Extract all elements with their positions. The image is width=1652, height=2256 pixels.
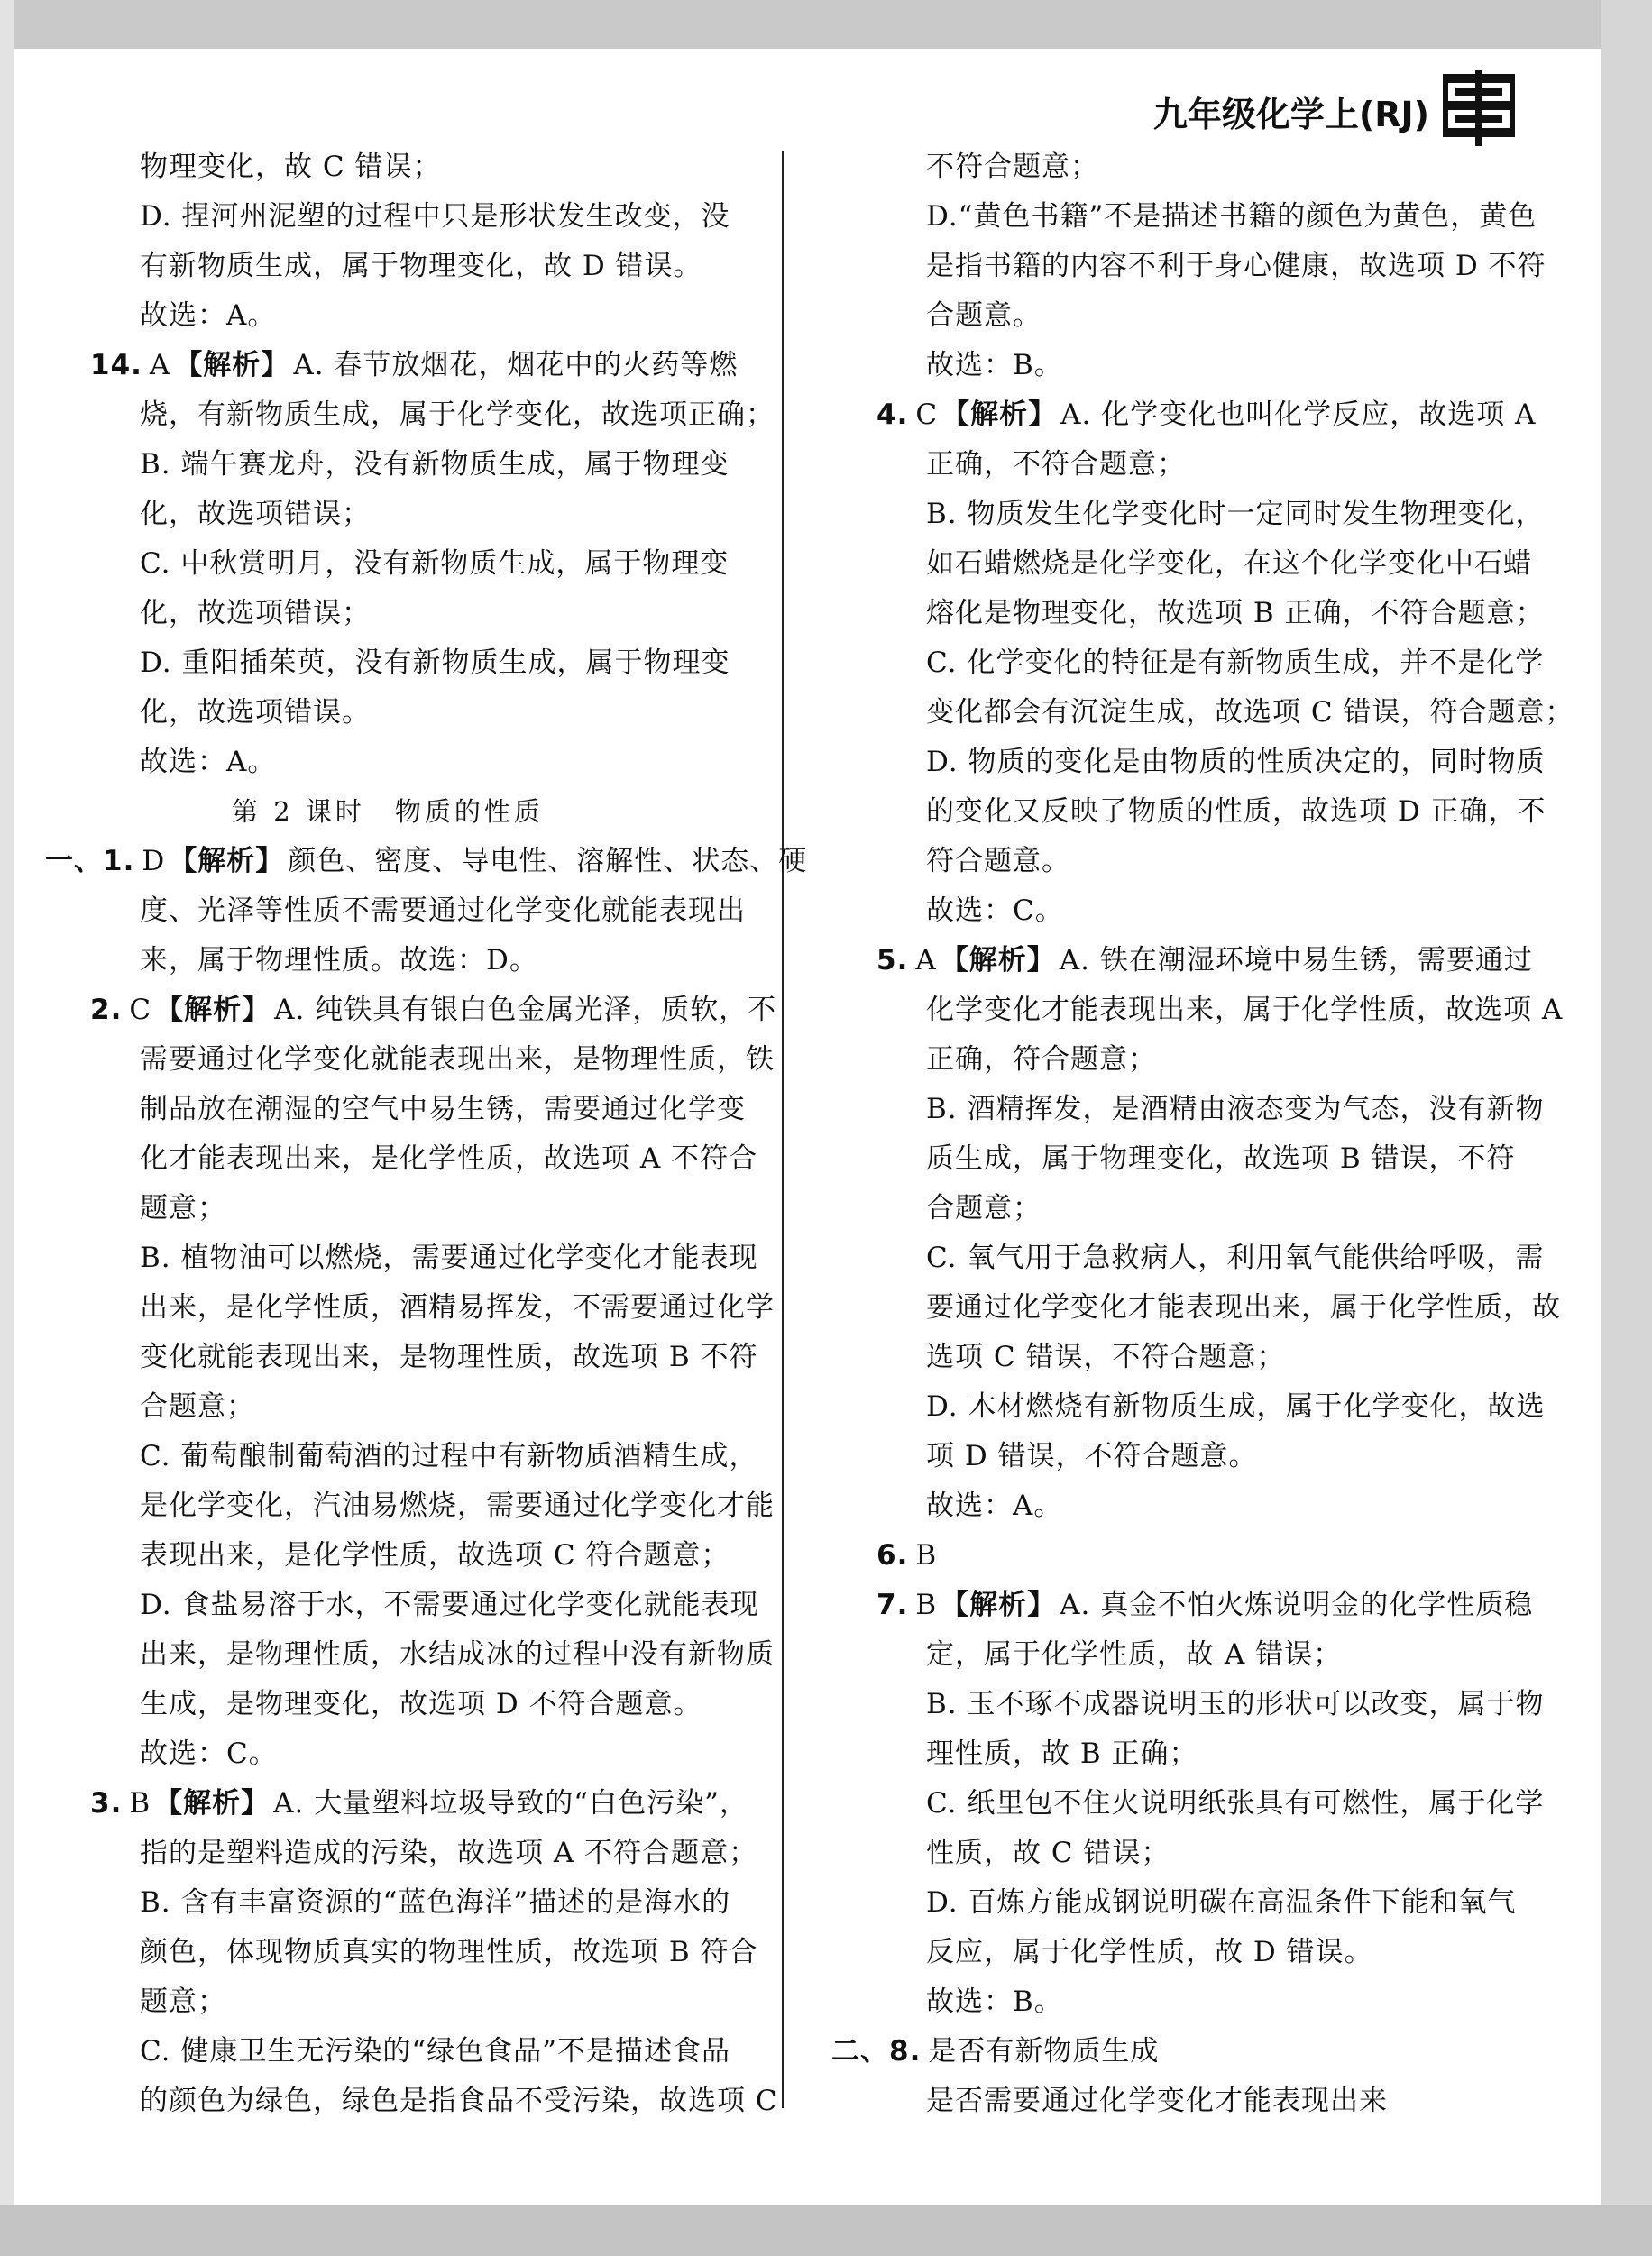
answer-line <box>822 2027 1526 2077</box>
scan-border-right <box>1601 0 1652 2256</box>
answer-text: A. 大量塑料垃圾导致的“白色污染”， <box>273 1787 748 1820</box>
text-line: 熔化是物理变化，故选项 B 正确，不符合题意； <box>926 597 1545 629</box>
text-line: 化才能表现出来，是化学性质，故选项 A 不符合 <box>140 1142 758 1175</box>
text-line: 故选：B。 <box>926 1985 1063 2018</box>
question-number: 7. <box>876 1589 909 1621</box>
question-number: 4. <box>876 399 909 431</box>
text-line: D. 捏河州泥塑的过程中只是形状发生改变，没 <box>140 200 730 233</box>
text-line: C. 健康卫生无污染的“绿色食品”不是描述食品 <box>140 2035 731 2068</box>
text-line: B. 物质发生化学变化时一定同时发生物理变化， <box>926 498 1545 530</box>
text-line: 度、光泽等性质不需要通过化学变化就能表现出 <box>140 894 746 927</box>
question-number: 二、8. <box>831 2035 922 2068</box>
column-divider <box>782 151 784 2108</box>
left-column <box>36 142 808 2126</box>
question-number: 6. <box>876 1539 909 1572</box>
text-line: 题意； <box>140 1985 226 2018</box>
question-number: 14. <box>90 349 142 381</box>
analysis-tag: 【解析】 <box>941 399 1058 431</box>
text-line: 烧，有新物质生成，属于化学变化，故选项正确； <box>140 399 775 431</box>
text-line: D. 木材燃烧有新物质生成，属于化学变化，故选 <box>926 1390 1546 1423</box>
analysis-tag: 【解析】 <box>174 349 290 381</box>
analysis-tag: 【解析】 <box>169 845 285 877</box>
text-line: 性质，故 C 错误； <box>926 1837 1170 1869</box>
answer-choice: B <box>915 1589 938 1621</box>
text-line: 故选：C。 <box>926 894 1064 927</box>
text-line: 化，故选项错误； <box>140 498 371 530</box>
text-line: 不符合题意； <box>926 151 1099 183</box>
text-line: 来，属于物理性质。故选：D。 <box>140 944 538 977</box>
text-line: C. 葡萄酿制葡萄酒的过程中有新物质酒精生成， <box>140 1440 758 1472</box>
text-line: D.“黄色书籍”不是描述书籍的颜色为黄色，黄色 <box>926 200 1537 233</box>
text-line: D. 食盐易溶于水，不需要通过化学变化就能表现 <box>140 1589 759 1621</box>
analysis-tag: 【解析】 <box>154 1787 271 1820</box>
answer-choice: A <box>915 944 937 977</box>
text-line: 合题意； <box>140 1390 255 1423</box>
answer-line <box>822 936 1533 986</box>
question-number: 一、1. <box>45 845 135 877</box>
answer-text: A. 铁在潮湿环境中易生锈，需要通过 <box>1059 944 1533 977</box>
text-line: D. 重阳插茱萸，没有新物质生成，属于物理变 <box>140 647 730 679</box>
text-line: 化，故选项错误。 <box>140 696 371 729</box>
analysis-tag: 【解析】 <box>155 994 271 1026</box>
text-line: 有新物质生成，属于物理变化，故 D 错误。 <box>140 250 702 282</box>
text-line: 正确，符合题意； <box>926 1043 1157 1076</box>
answer-choice: B <box>129 1787 151 1820</box>
text-line: 项 D 错误，不符合题意。 <box>926 1440 1258 1472</box>
text-line: 定，属于化学性质，故 A 错误； <box>926 1638 1343 1671</box>
text-line: 故选：A。 <box>140 746 277 778</box>
answer-choice: 是否有新物质生成 <box>928 2035 1160 2068</box>
text-line: 变化就能表现出来，是物理性质，故选项 B 不符 <box>140 1341 758 1373</box>
text-line: B. 端午赛龙舟，没有新物质生成，属于物理变 <box>140 448 730 481</box>
text-line: D. 物质的变化是由物质的性质决定的，同时物质 <box>926 746 1546 778</box>
answer-text: A. 春节放烟花，烟花中的火药等燃 <box>293 349 739 381</box>
question-number: 3. <box>90 1787 123 1820</box>
answer-line <box>36 837 808 886</box>
text-line: 变化都会有沉淀生成，故选项 C 错误，符合题意； <box>926 696 1574 729</box>
answer-line <box>36 341 739 390</box>
text-line: 合题意。 <box>926 299 1042 332</box>
question-number: 2. <box>90 994 123 1026</box>
answer-line <box>36 1779 748 1829</box>
text-line: 出来，是物理性质，水结成冰的过程中没有新物质 <box>140 1638 775 1671</box>
answer-choice: B <box>915 1539 938 1572</box>
text-line: D. 百炼方能成钢说明碳在高温条件下能和氧气 <box>926 1886 1517 1919</box>
answer-text: A. 真金不怕火炼说明金的化学性质稳 <box>1060 1589 1534 1621</box>
text-line: C. 氧气用于急救病人，利用氧气能供给呼吸，需 <box>926 1242 1545 1274</box>
text-line: 化，故选项错误； <box>140 597 371 629</box>
text-line: 出来，是化学性质，酒精易挥发，不需要通过化学 <box>140 1291 775 1324</box>
text-line: 正确，不符合题意； <box>926 448 1186 481</box>
text-line: 符合题意。 <box>926 845 1070 877</box>
text-line: 反应，属于化学性质，故 D 错误。 <box>926 1936 1373 1968</box>
text-line: B. 玉不琢不成器说明玉的形状可以改变，属于物 <box>926 1688 1545 1720</box>
text-line: 是指书籍的内容不利于身心健康，故选项 D 不符 <box>926 250 1546 282</box>
text-line: 要通过化学变化才能表现出来，属于化学性质，故 <box>926 1291 1561 1324</box>
analysis-tag: 【解析】 <box>941 1589 1057 1621</box>
text-line: B. 含有丰富资源的“蓝色海洋”描述的是海水的 <box>140 1886 731 1919</box>
text-line: C. 中秋赏明月，没有新物质生成，属于物理变 <box>140 547 730 580</box>
answer-text: A. 化学变化也叫化学反应，故选项 A <box>1060 399 1537 431</box>
text-line: 故选：B。 <box>926 349 1063 381</box>
answer-choice: C <box>129 994 152 1026</box>
text-line: 表现出来，是化学性质，故选项 C 符合题意； <box>140 1539 730 1572</box>
right-column <box>822 142 1574 2126</box>
text-line: 物理变化，故 C 错误； <box>140 151 442 183</box>
answer-text: A. 纯铁具有银白色金属光泽，质软，不 <box>274 994 777 1026</box>
page-header-title: 九年级化学上(RJ) <box>1152 95 1429 134</box>
book-stack-icon <box>1443 70 1515 146</box>
answer-line <box>822 390 1537 440</box>
answer-line <box>822 1531 1526 1581</box>
text-line: C. 化学变化的特征是有新物质生成，并不是化学 <box>926 647 1545 679</box>
analysis-tag: 【解析】 <box>940 944 1056 977</box>
scan-border-bottom <box>0 2205 1652 2256</box>
text-line: 合题意； <box>926 1192 1042 1224</box>
text-line: B. 植物油可以燃烧，需要通过化学变化才能表现 <box>140 1242 758 1274</box>
text-line: 化学变化才能表现出来，属于化学性质，故选项 A <box>926 994 1564 1026</box>
answer-choice: C <box>915 399 939 431</box>
text-line: 是化学变化，汽油易燃烧，需要通过化学变化才能 <box>140 1490 775 1522</box>
text-line: 的颜色为绿色，绿色是指食品不受污染，故选项 C <box>140 2085 778 2117</box>
text-line: 故选：A。 <box>140 299 277 332</box>
text-line: B. 酒精挥发，是酒精由液态变为气态，没有新物 <box>926 1093 1545 1125</box>
text-line: 颜色，体现物质真实的物理性质，故选项 B 符合 <box>140 1936 758 1968</box>
text-line: 质生成，属于物理变化，故选项 B 错误，不符 <box>926 1142 1516 1175</box>
text-line: 故选：A。 <box>926 1490 1063 1522</box>
text-line: 理性质，故 B 正确； <box>926 1738 1198 1770</box>
text-line: 选项 C 错误，不符合题意； <box>926 1341 1286 1373</box>
text-line: 生成，是物理变化，故选项 D 不符合题意。 <box>140 1688 702 1720</box>
answer-text: 颜色、密度、导电性、溶解性、状态、硬 <box>288 845 808 877</box>
text-line: 如石蜡燃烧是化学变化，在这个化学变化中石蜡 <box>926 547 1532 580</box>
answer-choice: D <box>142 845 166 877</box>
text-line: C. 纸里包不住火说明纸张具有可燃性，属于化学 <box>926 1787 1545 1820</box>
question-number: 5. <box>876 944 909 977</box>
scan-border-top <box>0 0 1652 49</box>
answer-line <box>36 986 777 1035</box>
text-line: 制品放在潮湿的空气中易生锈，需要通过化学变 <box>140 1093 746 1125</box>
text-line: 故选：C。 <box>140 1738 278 1770</box>
answer-choice: A <box>149 349 171 381</box>
text-line: 是否需要通过化学变化才能表现出来 <box>926 2085 1388 2117</box>
text-line: 需要通过化学变化就能表现出来，是物理性质，铁 <box>140 1043 775 1076</box>
scan-border-left <box>0 0 14 2256</box>
text-line: 题意； <box>140 1192 226 1224</box>
answer-line <box>822 1581 1534 1630</box>
text-line: 的变化又反映了物质的性质，故选项 D 正确，不 <box>926 795 1546 828</box>
section-title: 第 2 课时 物质的性质 <box>232 796 544 827</box>
text-line: 指的是塑料造成的污染，故选项 A 不符合题意； <box>140 1837 758 1869</box>
